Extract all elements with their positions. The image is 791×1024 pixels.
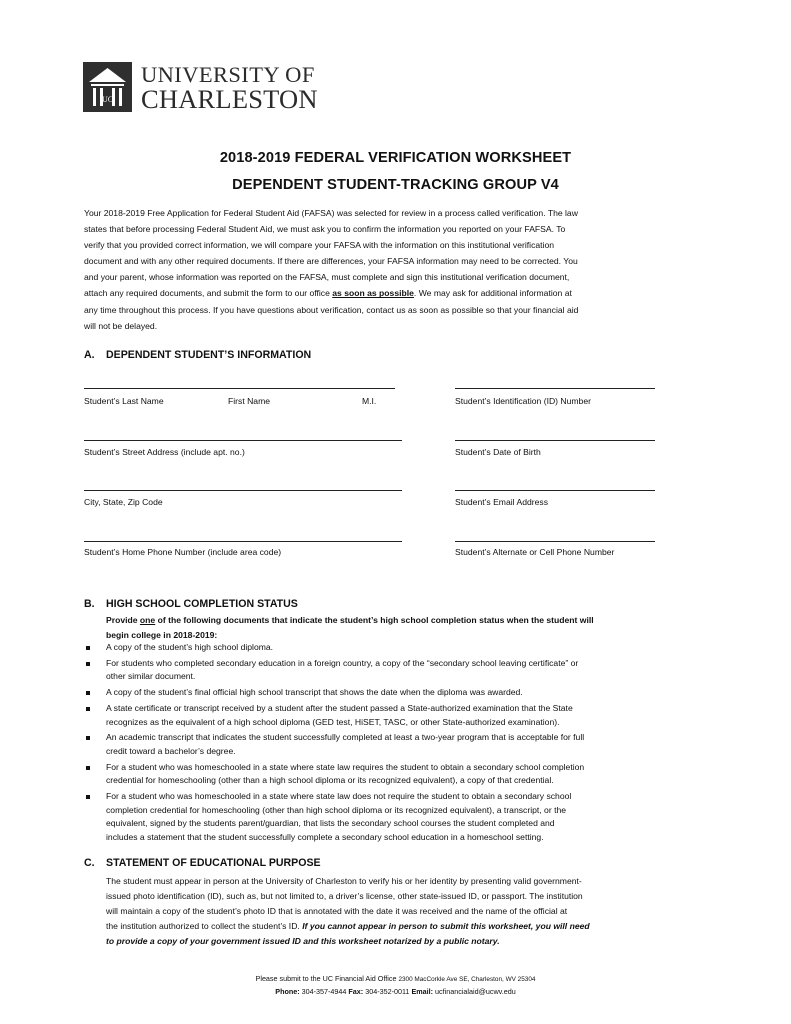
last-name-label: Student’s Last Name xyxy=(84,396,164,406)
footer-contact-line xyxy=(0,987,791,996)
bullet-icon xyxy=(86,795,90,799)
notary-emphasis: to provide a copy of your government issued ID and this worksheet notarized by a public notary. xyxy=(106,936,500,947)
email-address[interactable]: ucfinancialaid@ucwv.edu xyxy=(433,987,516,996)
instruction-text: of the following documents that indicate the student’s high school completion status when the student will xyxy=(155,615,594,625)
footer-submit-line xyxy=(0,974,791,983)
first-name-label: First Name xyxy=(228,396,271,406)
intro-line: states that before processing Federal Student Aid, we must ask you to confirm the information you reported on your FAFSA. To xyxy=(84,224,566,235)
worksheet-subtitle: DEPENDENT STUDENT-TRACKING GROUP V4 xyxy=(232,177,559,193)
list-item xyxy=(84,790,714,845)
bullet-icon xyxy=(86,766,90,770)
list-item xyxy=(84,702,714,729)
alt-phone-label: Student’s Alternate or Cell Phone Number xyxy=(455,547,615,557)
wordmark-line1: UNIVERSITY OF xyxy=(141,62,315,87)
list-item xyxy=(84,641,714,655)
footer-text: Please submit to the UC Financial Aid Office xyxy=(255,974,399,983)
intro-line: Your 2018-2019 Free Application for Federal Student Aid (FAFSA) was selected for review in a process called verification. The law xyxy=(84,208,578,218)
intro-line: verify that you provided correct information, we will compare your FAFSA with the information on this institutional verification xyxy=(84,240,554,251)
list-item-text: includes a statement that the student successfully complete a secondary school education in a homeschool setting. xyxy=(106,832,544,843)
list-item-text: A copy of the student’s final official high school transcript that shows the date when the diploma was awarded. xyxy=(106,687,523,698)
instruction-text: Provide xyxy=(106,615,140,625)
bullet-icon xyxy=(86,646,90,650)
purpose-line: issued photo identification (ID), such as, but not limited to, a driver’s license, other state-issued ID, or passport. The institution xyxy=(106,891,583,902)
phone-number: 304-357-4944 xyxy=(299,987,349,996)
bullet-icon xyxy=(86,662,90,666)
list-item-text: A copy of the student’s high school diploma. xyxy=(106,642,274,652)
section-title: DEPENDENT STUDENT’S INFORMATION xyxy=(106,349,312,361)
intro-line xyxy=(84,285,712,301)
university-seal-icon xyxy=(83,62,132,112)
seal-monogram: UC xyxy=(101,95,114,104)
bullet-icon xyxy=(86,707,90,711)
city-state-zip-label: City, State, Zip Code xyxy=(84,497,163,507)
intro-line: and your parent, whose information was reported on the FAFSA, must complete and sign this institutional verification document, xyxy=(84,272,570,283)
name-field-line[interactable] xyxy=(84,388,395,389)
phone-label: Phone: xyxy=(275,987,300,996)
list-item-text: For students who completed secondary education in a foreign country, a copy of the “secondary school leaving certificate” or xyxy=(106,657,579,668)
list-item xyxy=(84,657,714,684)
asap-emphasis: as soon as possible xyxy=(332,288,414,299)
section-a-heading xyxy=(84,349,311,361)
id-field-line[interactable] xyxy=(455,388,655,389)
intro-text: attach any required documents, and submit the form to our office xyxy=(84,288,333,299)
office-address: 2300 MacCorkle Ave SE, Charleston, WV 25304 xyxy=(398,976,536,983)
home-phone-field-line[interactable] xyxy=(84,541,402,542)
list-item-text: recognizes as the equivalent of a high school diploma (GED test, HiSET, TASC, or other State-authorized examination). xyxy=(106,716,560,727)
notary-emphasis: If you cannot appear in person to submit this worksheet, you will need xyxy=(302,921,590,932)
purpose-text: the institution authorized to collect the student’s ID. xyxy=(106,921,303,932)
list-item xyxy=(84,761,714,788)
street-field-line[interactable] xyxy=(84,440,402,441)
list-item-text: other similar document. xyxy=(106,671,196,682)
email-field-line[interactable] xyxy=(455,490,655,491)
email-label: Email: xyxy=(411,987,434,996)
fax-label: Fax: xyxy=(348,987,364,996)
student-id-label: Student’s Identification (ID) Number xyxy=(455,396,591,406)
section-c-heading xyxy=(84,857,321,869)
list-item-text: A state certificate or transcript received by a student after the student passed a State-authorized examination that the State xyxy=(106,702,573,713)
middle-initial-label: M.I. xyxy=(362,396,377,406)
worksheet-title: 2018-2019 FEDERAL VERIFICATION WORKSHEET xyxy=(219,150,572,166)
dob-field-line[interactable] xyxy=(455,440,655,441)
section-title: STATEMENT OF EDUCATIONAL PURPOSE xyxy=(106,857,321,869)
list-item xyxy=(84,686,714,700)
intro-line: any time throughout this process. If you have questions about verification, contact us as soon as possible so that your financial aid xyxy=(84,304,579,315)
section-letter: A. xyxy=(84,349,95,361)
one-emphasis: one xyxy=(139,615,156,625)
intro-paragraph xyxy=(84,205,712,334)
section-b-instructions xyxy=(106,613,716,643)
intro-line: will not be delayed. xyxy=(84,320,158,331)
list-item-text: credential for homeschooling (other than a high school diploma or its recognized equivalent), a copy of that credential. xyxy=(106,775,554,786)
instruction-line xyxy=(106,613,716,628)
section-b-heading xyxy=(84,598,298,610)
fax-number: 304-352-0011 xyxy=(363,987,412,996)
list-item-text: credit toward a bachelor’s degree. xyxy=(106,745,236,756)
purpose-line: will maintain a copy of the student’s photo ID that is annotated with the date it was received and the name of the official at xyxy=(106,906,568,917)
date-of-birth-label: Student’s Date of Birth xyxy=(455,447,541,457)
street-address-label: Student’s Street Address (include apt. no.) xyxy=(84,447,245,457)
university-wordmark xyxy=(141,64,318,112)
section-letter: B. xyxy=(84,598,95,610)
home-phone-label: Student’s Home Phone Number (include area code) xyxy=(84,547,282,557)
intro-text: . We may ask for additional information at xyxy=(413,288,572,299)
instruction-line: begin college in 2018-2019: xyxy=(106,630,218,640)
list-item-text: For a student who was homeschooled in a state where state law requires the student to obtain a secondary school completion xyxy=(106,761,585,772)
list-item xyxy=(84,731,714,758)
list-item-text: equivalent, signed by the students parent/guardian, that lists the secondary school courses the student completed and xyxy=(106,818,555,829)
intro-line: document and with any other required documents. If there are differences, your FAFSA information may need to be corrected. You xyxy=(84,256,578,267)
section-title: HIGH SCHOOL COMPLETION STATUS xyxy=(106,598,298,610)
city-field-line[interactable] xyxy=(84,490,402,491)
educational-purpose-text xyxy=(106,874,716,949)
purpose-line: The student must appear in person at the University of Charleston to verify his or her identity by presenting valid government- xyxy=(106,876,582,886)
bullet-icon xyxy=(86,691,90,695)
completion-documents-list xyxy=(84,641,714,847)
wordmark-line2: CHARLESTON xyxy=(141,84,318,114)
email-address-label: Student’s Email Address xyxy=(455,497,548,507)
alt-phone-field-line[interactable] xyxy=(455,541,655,542)
list-item-text: An academic transcript that indicates the student successfully completed at least a two-year program that is acceptable for full xyxy=(106,732,585,743)
list-item-text: For a student who was homeschooled in a state where state law does not require the student to obtain a secondary school xyxy=(106,791,572,802)
section-letter: C. xyxy=(84,857,95,869)
list-item-text: completion credential for homeschooling (other than high school diploma or its recognized equivalent), a transcript, or the xyxy=(106,804,567,815)
bullet-icon xyxy=(86,736,90,740)
purpose-line xyxy=(106,919,716,934)
